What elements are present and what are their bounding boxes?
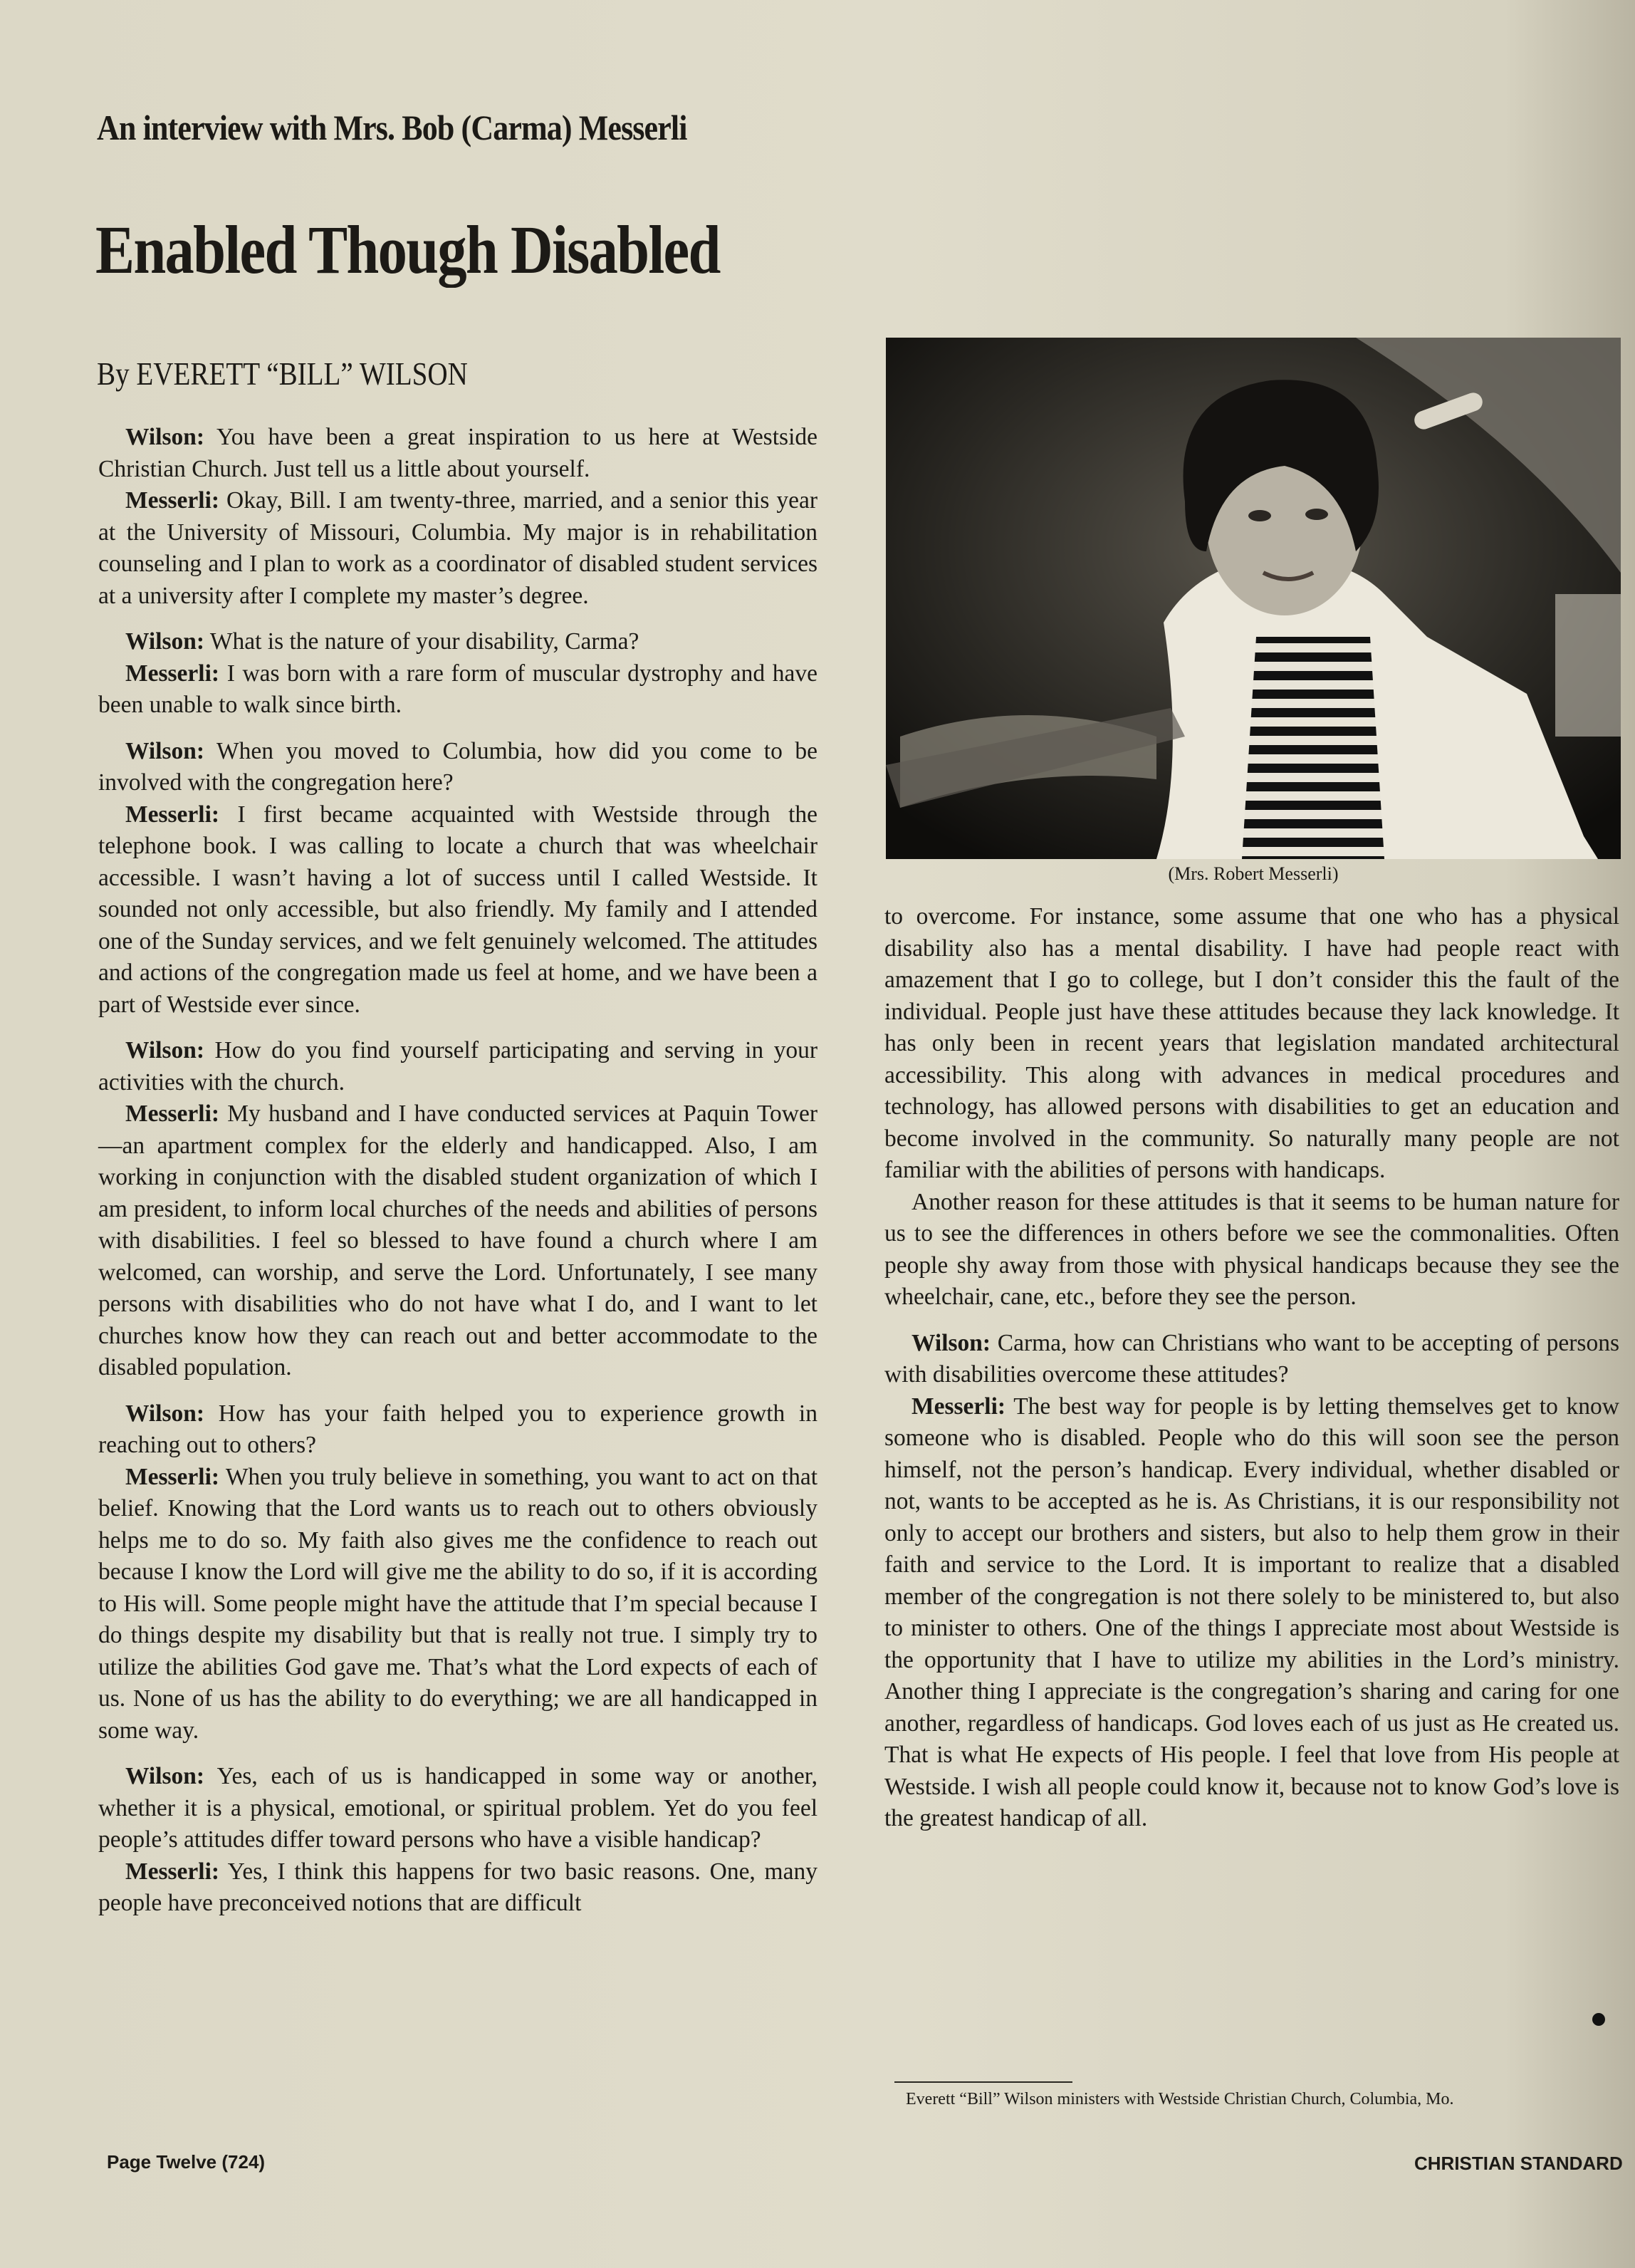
article-kicker: An interview with Mrs. Bob (Carma) Messerli [97, 108, 687, 147]
left-column [98, 422, 818, 1920]
paragraph-text: When you moved to Columbia, how did you come to be involved with the congregation here? [98, 737, 818, 796]
footnote-rule [894, 2081, 1072, 2083]
speaker-label: Wilson: [125, 1037, 205, 1063]
portrait-photo [886, 338, 1621, 859]
speaker-label: Messerli: [125, 660, 220, 687]
speaker-label: Messerli: [125, 1101, 220, 1127]
interview-paragraph [98, 1856, 818, 1920]
right-column [884, 901, 1619, 1835]
interview-paragraph [98, 1398, 818, 1462]
paragraph-text: How do you find yourself participating and serving in your activities with the church. [98, 1037, 818, 1096]
interview-paragraph [884, 1187, 1619, 1314]
interview-paragraph [98, 1098, 818, 1384]
interview-paragraph [98, 1035, 818, 1098]
paragraph-text: What is the nature of your disability, Carma? [204, 628, 639, 655]
paragraph-text: The best way for people is by letting themselves get to know someone who is disabled. People who do this will soon see the person himself, not the person’s handicap. Every individual, whether disabled or not, wants to be accepted as he is. As Christians, it is our responsibility not only to accept our brothers and sisters, but also to help them grow in their faith and service to the Lord. It is important to realize that a disabled member of the congregation is not there solely to be ministered to, but also to minister to others. One of the things I appreciate most about Westside is the opportunity that I have to utilize my abilities in the Lord’s ministry. Another thing I appreciate is the congregation’s sharing and caring for one another, regardless of handicaps. God loves each of us just as He created us. That is what He expects of His people. I feel that love from His people at Westside. I wish all people could know it, because not to know God’s love is the greatest handicap of all. [884, 1393, 1619, 1831]
interview-paragraph [884, 1391, 1619, 1835]
speaker-label: Messerli: [125, 801, 220, 828]
portrait-photo-graphic [886, 338, 1621, 859]
interview-paragraph [98, 626, 818, 658]
interview-paragraph [98, 736, 818, 799]
paragraph-text: Another reason for these attitudes is that it seems to be human nature for us to see the differences in others before we see the commonalities. Often people shy away from those with physical handicaps because they see the wheelchair, cane, etc., before they see the person. [884, 1188, 1619, 1310]
author-footnote: Everett “Bill” Wilson ministers with Westside Christian Church, Columbia, Mo. [906, 2090, 1454, 2108]
article-byline: By EVERETT “BILL” WILSON [97, 355, 468, 392]
paragraph-text: When you truly believe in something, you want to act on that belief. Knowing that the Lord wants us to reach out to others obviously helps me to do so. My faith also gives me the confidence to reach out because I know the Lord will give me the ability to do so, if it is according to His will. Some people might have the attitude that I’m special because I do things despite my disability but that is really not true. I simply try to utilize the abilities God gave me. That’s what the Lord expects of each of us. None of us has the ability to do everything; we are all handicapped in some way. [98, 1463, 818, 1744]
paragraph-text: You have been a great inspiration to us here at Westside Christian Church. Just tell us a little about yourself. [98, 424, 818, 482]
paragraph-text: Carma, how can Christians who want to be accepting of persons with disabilities overcome these attitudes? [884, 1329, 1619, 1388]
page-folio: Page Twelve (724) [107, 2151, 266, 2173]
speaker-label: Messerli: [125, 487, 220, 514]
interview-paragraph [98, 658, 818, 722]
paragraph-text: Yes, each of us is handicapped in some way or another, whether it is a physical, emotional, or spiritual problem. Yet do you feel people’s attitudes differ toward persons who have a visible handicap? [98, 1763, 818, 1853]
speaker-label: Wilson: [125, 424, 205, 450]
paragraph-text: I was born with a rare form of muscular dystrophy and have been unable to walk since birth. [98, 660, 818, 718]
paragraph-text: Yes, I think this happens for two basic reasons. One, many people have preconceived notions that are difficult [98, 1858, 818, 1916]
paragraph-text: to overcome. For instance, some assume that one who has a physical disability also has a mental disability. I have had people react with amazement that I go to college, but I don’t consider this the fault of the individual. People just have these attitudes because they lack knowledge. It has only been in recent years that legislation mandated architectural accessibility. This along with advances in medical procedures and technology, has allowed persons with disabilities to get an education and become involved in the community. So naturally many people are not familiar with the abilities of persons with handicaps. [884, 903, 1619, 1183]
paragraph-text: I first became acquainted with Westside through the telephone book. I was calling to locate a church that was wheelchair accessible. I wasn’t having a lot of success until I called Westside. It sounded not only accessible, but also friendly. My family and I attended one of the Sunday services, and we felt genuinely welcomed. The attitudes and actions of the congregation made us feel at home, and we have been a part of Westside ever since. [98, 801, 818, 1018]
speaker-label: Messerli: [911, 1393, 1006, 1420]
interview-paragraph [884, 901, 1619, 1187]
interview-paragraph [884, 1328, 1619, 1391]
interview-paragraph [98, 1462, 818, 1747]
interview-paragraph [98, 799, 818, 1021]
speaker-label: Messerli: [125, 1463, 220, 1490]
speaker-label: Wilson: [911, 1329, 991, 1356]
speaker-label: Wilson: [125, 1763, 205, 1789]
end-of-article-bullet-icon [1592, 2013, 1605, 2026]
speaker-label: Wilson: [125, 737, 205, 764]
interview-paragraph [98, 485, 818, 612]
speaker-label: Messerli: [125, 1858, 220, 1885]
interview-paragraph [98, 1761, 818, 1856]
speaker-label: Wilson: [125, 628, 205, 655]
publication-name: CHRISTIAN STANDARD [1414, 2153, 1623, 2174]
speaker-label: Wilson: [125, 1400, 205, 1427]
paragraph-text: How has your faith helped you to experience growth in reaching out to others? [98, 1400, 818, 1458]
paragraph-text: Okay, Bill. I am twenty-three, married, and a senior this year at the University of Missouri, Columbia. My major is in rehabilitation counseling and I plan to work as a coordinator of disabled student services at a university after I complete my master’s degree. [98, 487, 818, 609]
photo-caption: (Mrs. Robert Messerli) [1168, 863, 1339, 884]
paragraph-text: My husband and I have conducted services at Paquin Tower—an apartment complex for the elderly and handicapped. Also, I am working in conjunction with the disabled student organization of which I am president, to inform local churches of the needs and abilities of persons with disabilities. I feel so blessed to have found a church where I am welcomed, can worship, and serve the Lord. Unfortunately, I see many persons with disabilities who do not have what I do, and I want to let churches know how they can reach out and better accommodate to the disabled population. [98, 1101, 818, 1380]
interview-paragraph [98, 422, 818, 485]
article-title: Enabled Though Disabled [95, 212, 720, 288]
